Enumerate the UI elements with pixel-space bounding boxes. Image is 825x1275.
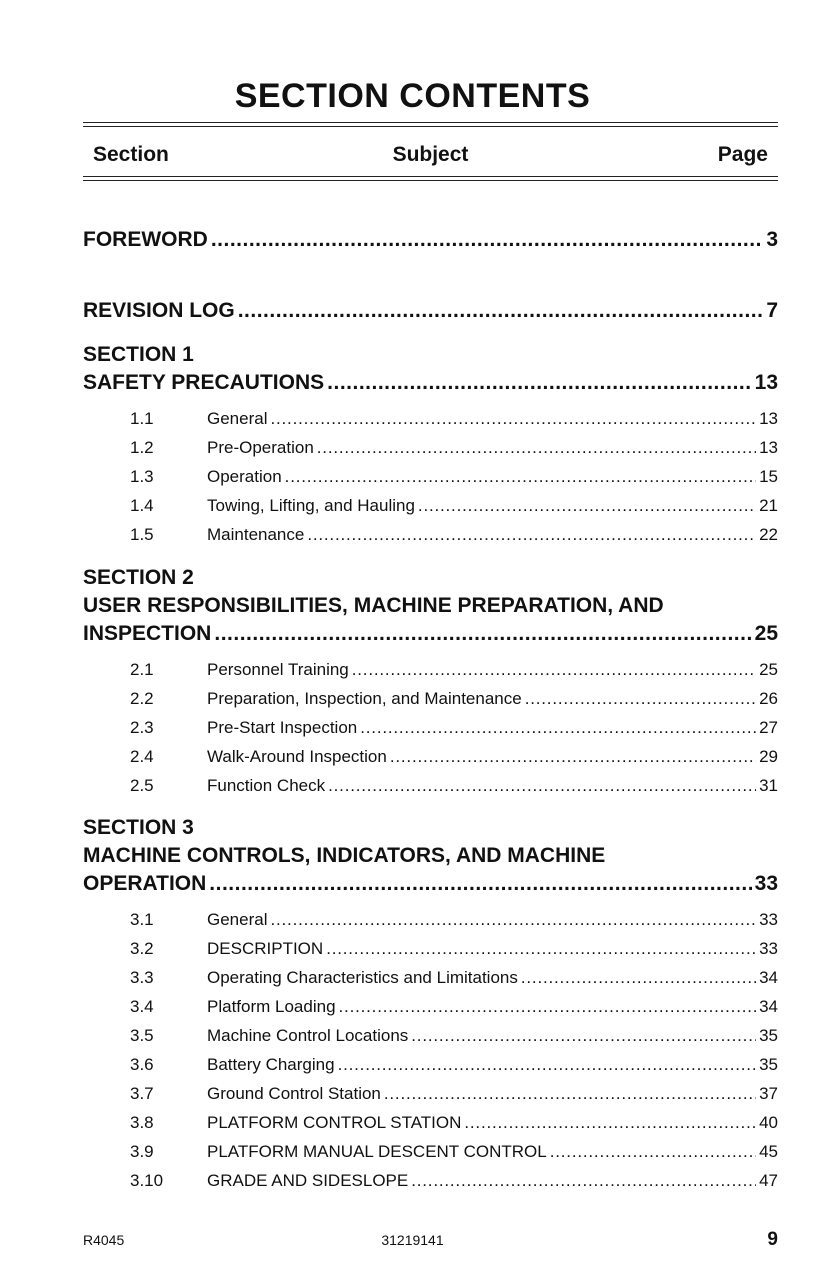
footer-doc-number: 31219141 [381, 1232, 444, 1248]
toc-subentry[interactable] [130, 966, 778, 990]
subentry-title: Battery Charging [207, 1055, 335, 1074]
header-rule-bottom-inner [83, 180, 778, 181]
page-title: SECTION CONTENTS [234, 77, 591, 115]
subentry-page: 22 [759, 525, 778, 544]
dot-leader [360, 716, 756, 740]
subentry-page: 15 [759, 467, 778, 486]
subentry-title: Operating Characteristics and Limitations [207, 968, 518, 987]
section-3-label: SECTION 3 [83, 816, 194, 839]
toc-entry-section-1[interactable] [83, 369, 778, 397]
header-page: Page [717, 143, 768, 166]
subentry-page: 31 [759, 776, 778, 795]
toc-entry-revision-log[interactable] [83, 297, 778, 325]
subentry-page: 21 [759, 496, 778, 515]
toc-subentry[interactable] [130, 995, 778, 1019]
entry-page: 3 [766, 228, 778, 251]
subentry-title: Towing, Lifting, and Hauling [207, 496, 415, 515]
toc-entry-section-3[interactable] [83, 870, 778, 898]
subentry-title: PLATFORM MANUAL DESCENT CONTROL [207, 1142, 547, 1161]
toc-subentry[interactable] [130, 1024, 778, 1048]
dot-leader [521, 966, 756, 990]
subentry-page: 29 [759, 747, 778, 766]
subentry-page: 33 [759, 910, 778, 929]
toc-subentry[interactable] [130, 523, 778, 547]
subentry-number: 2.2 [130, 689, 154, 708]
dot-leader [214, 620, 751, 648]
dot-leader [550, 1140, 756, 1164]
toc-subentry[interactable] [130, 1082, 778, 1106]
subentry-title: Preparation, Inspection, and Maintenance [207, 689, 522, 708]
header-subject: Subject [392, 143, 469, 166]
section-1-label: SECTION 1 [83, 343, 194, 366]
toc-entry-foreword[interactable] [83, 226, 778, 254]
subentry-number: 1.4 [130, 496, 154, 515]
entry-page: 13 [754, 371, 778, 394]
subentry-title: DESCRIPTION [207, 939, 324, 958]
subentry-number: 3.3 [130, 968, 154, 987]
dot-leader [352, 658, 756, 682]
dot-leader [211, 226, 763, 254]
subentry-number: 2.1 [130, 660, 154, 679]
dot-leader [270, 908, 756, 932]
entry-title: SAFETY PRECAUTIONS [83, 371, 325, 394]
dot-leader [209, 870, 751, 898]
dot-leader [270, 407, 756, 431]
subentry-page: 25 [759, 660, 778, 679]
toc-subentry[interactable] [130, 1111, 778, 1135]
subentry-number: 1.3 [130, 467, 154, 486]
subentry-page: 35 [759, 1055, 778, 1074]
dot-leader [327, 369, 751, 397]
subentry-page: 33 [759, 939, 778, 958]
header-rule-bottom [83, 176, 778, 177]
subentry-page: 34 [759, 997, 778, 1016]
header-section: Section [93, 143, 169, 166]
dot-leader [525, 687, 756, 711]
toc-subentry[interactable] [130, 1140, 778, 1164]
footer-model: R4045 [83, 1232, 125, 1248]
toc-subentry[interactable] [130, 937, 778, 961]
entry-title: REVISION LOG [83, 299, 235, 322]
dot-leader [464, 1111, 756, 1135]
subentry-page: 34 [759, 968, 778, 987]
subentry-title: Maintenance [207, 525, 305, 544]
subentry-page: 26 [759, 689, 778, 708]
toc-subentry[interactable] [130, 1169, 778, 1193]
toc-subentry[interactable] [130, 774, 778, 798]
subentry-page: 35 [759, 1026, 778, 1045]
subentry-title: General [207, 910, 268, 929]
subentry-number: 2.4 [130, 747, 154, 766]
dot-leader [418, 494, 756, 518]
subentry-number: 2.3 [130, 718, 154, 737]
toc-subentry[interactable] [130, 494, 778, 518]
dot-leader [339, 995, 757, 1019]
subentry-page: 47 [759, 1171, 778, 1190]
dot-leader [390, 745, 756, 769]
dot-leader [384, 1082, 756, 1106]
toc-subentry[interactable] [130, 716, 778, 740]
dot-leader [328, 774, 756, 798]
toc-subentry[interactable] [130, 687, 778, 711]
toc-subentry[interactable] [130, 407, 778, 431]
toc-subentry[interactable] [130, 1053, 778, 1077]
subentry-page: 27 [759, 718, 778, 737]
toc-subentry[interactable] [130, 465, 778, 489]
subentry-number: 3.8 [130, 1113, 154, 1132]
dot-leader [238, 297, 764, 325]
subentry-title: Machine Control Locations [207, 1026, 409, 1045]
toc-entry-section-2[interactable] [83, 620, 778, 648]
subentry-title: Personnel Training [207, 660, 349, 679]
toc-subentry[interactable] [130, 745, 778, 769]
subentry-title: Ground Control Station [207, 1084, 381, 1103]
subentry-title: Pre-Start Inspection [207, 718, 358, 737]
subentry-title: Operation [207, 467, 282, 486]
entry-page: 25 [754, 622, 778, 645]
dot-leader [317, 436, 756, 460]
subentry-number: 3.1 [130, 910, 154, 929]
subentry-title: PLATFORM CONTROL STATION [207, 1113, 462, 1132]
toc-subentry[interactable] [130, 658, 778, 682]
entry-title: FOREWORD [83, 228, 208, 251]
entry-title: INSPECTION [83, 622, 212, 645]
toc-subentry[interactable] [130, 436, 778, 460]
dot-leader [411, 1024, 756, 1048]
section-3-title-line-1: MACHINE CONTROLS, INDICATORS, AND MACHINE [83, 844, 606, 867]
subentry-page: 13 [759, 438, 778, 457]
subentry-number: 3.6 [130, 1055, 154, 1074]
toc-subentry[interactable] [130, 908, 778, 932]
subentry-number: 3.9 [130, 1142, 154, 1161]
subentry-number: 3.7 [130, 1084, 154, 1103]
dot-leader [326, 937, 756, 961]
footer-page-number: 9 [767, 1229, 778, 1250]
subentry-number: 3.5 [130, 1026, 154, 1045]
subentry-title: Function Check [207, 776, 326, 795]
subentry-number: 1.2 [130, 438, 154, 457]
subentry-number: 1.5 [130, 525, 154, 544]
subentry-page: 40 [759, 1113, 778, 1132]
subentry-number: 3.10 [130, 1171, 164, 1190]
column-header [83, 140, 778, 170]
subentry-page: 13 [759, 409, 778, 428]
section-2-label: SECTION 2 [83, 566, 194, 589]
subentry-title: Platform Loading [207, 997, 336, 1016]
header-rule-top [83, 122, 778, 123]
entry-page: 7 [766, 299, 778, 322]
header-rule-top-inner [83, 126, 778, 127]
subentry-page: 37 [759, 1084, 778, 1103]
subentry-title: GRADE AND SIDESLOPE [207, 1171, 409, 1190]
subentry-number: 1.1 [130, 409, 154, 428]
dot-leader [411, 1169, 756, 1193]
subentry-number: 2.5 [130, 776, 154, 795]
dot-leader [307, 523, 756, 547]
dot-leader [285, 465, 756, 489]
subentry-title: General [207, 409, 268, 428]
subentry-title: Walk-Around Inspection [207, 747, 387, 766]
dot-leader [338, 1053, 757, 1077]
section-2-title-line-1: USER RESPONSIBILITIES, MACHINE PREPARATION, AND [83, 594, 664, 617]
entry-page: 33 [754, 872, 778, 895]
subentry-title: Pre-Operation [207, 438, 314, 457]
subentry-number: 3.2 [130, 939, 154, 958]
subentry-number: 3.4 [130, 997, 154, 1016]
entry-title: OPERATION [83, 872, 207, 895]
subentry-page: 45 [759, 1142, 778, 1161]
